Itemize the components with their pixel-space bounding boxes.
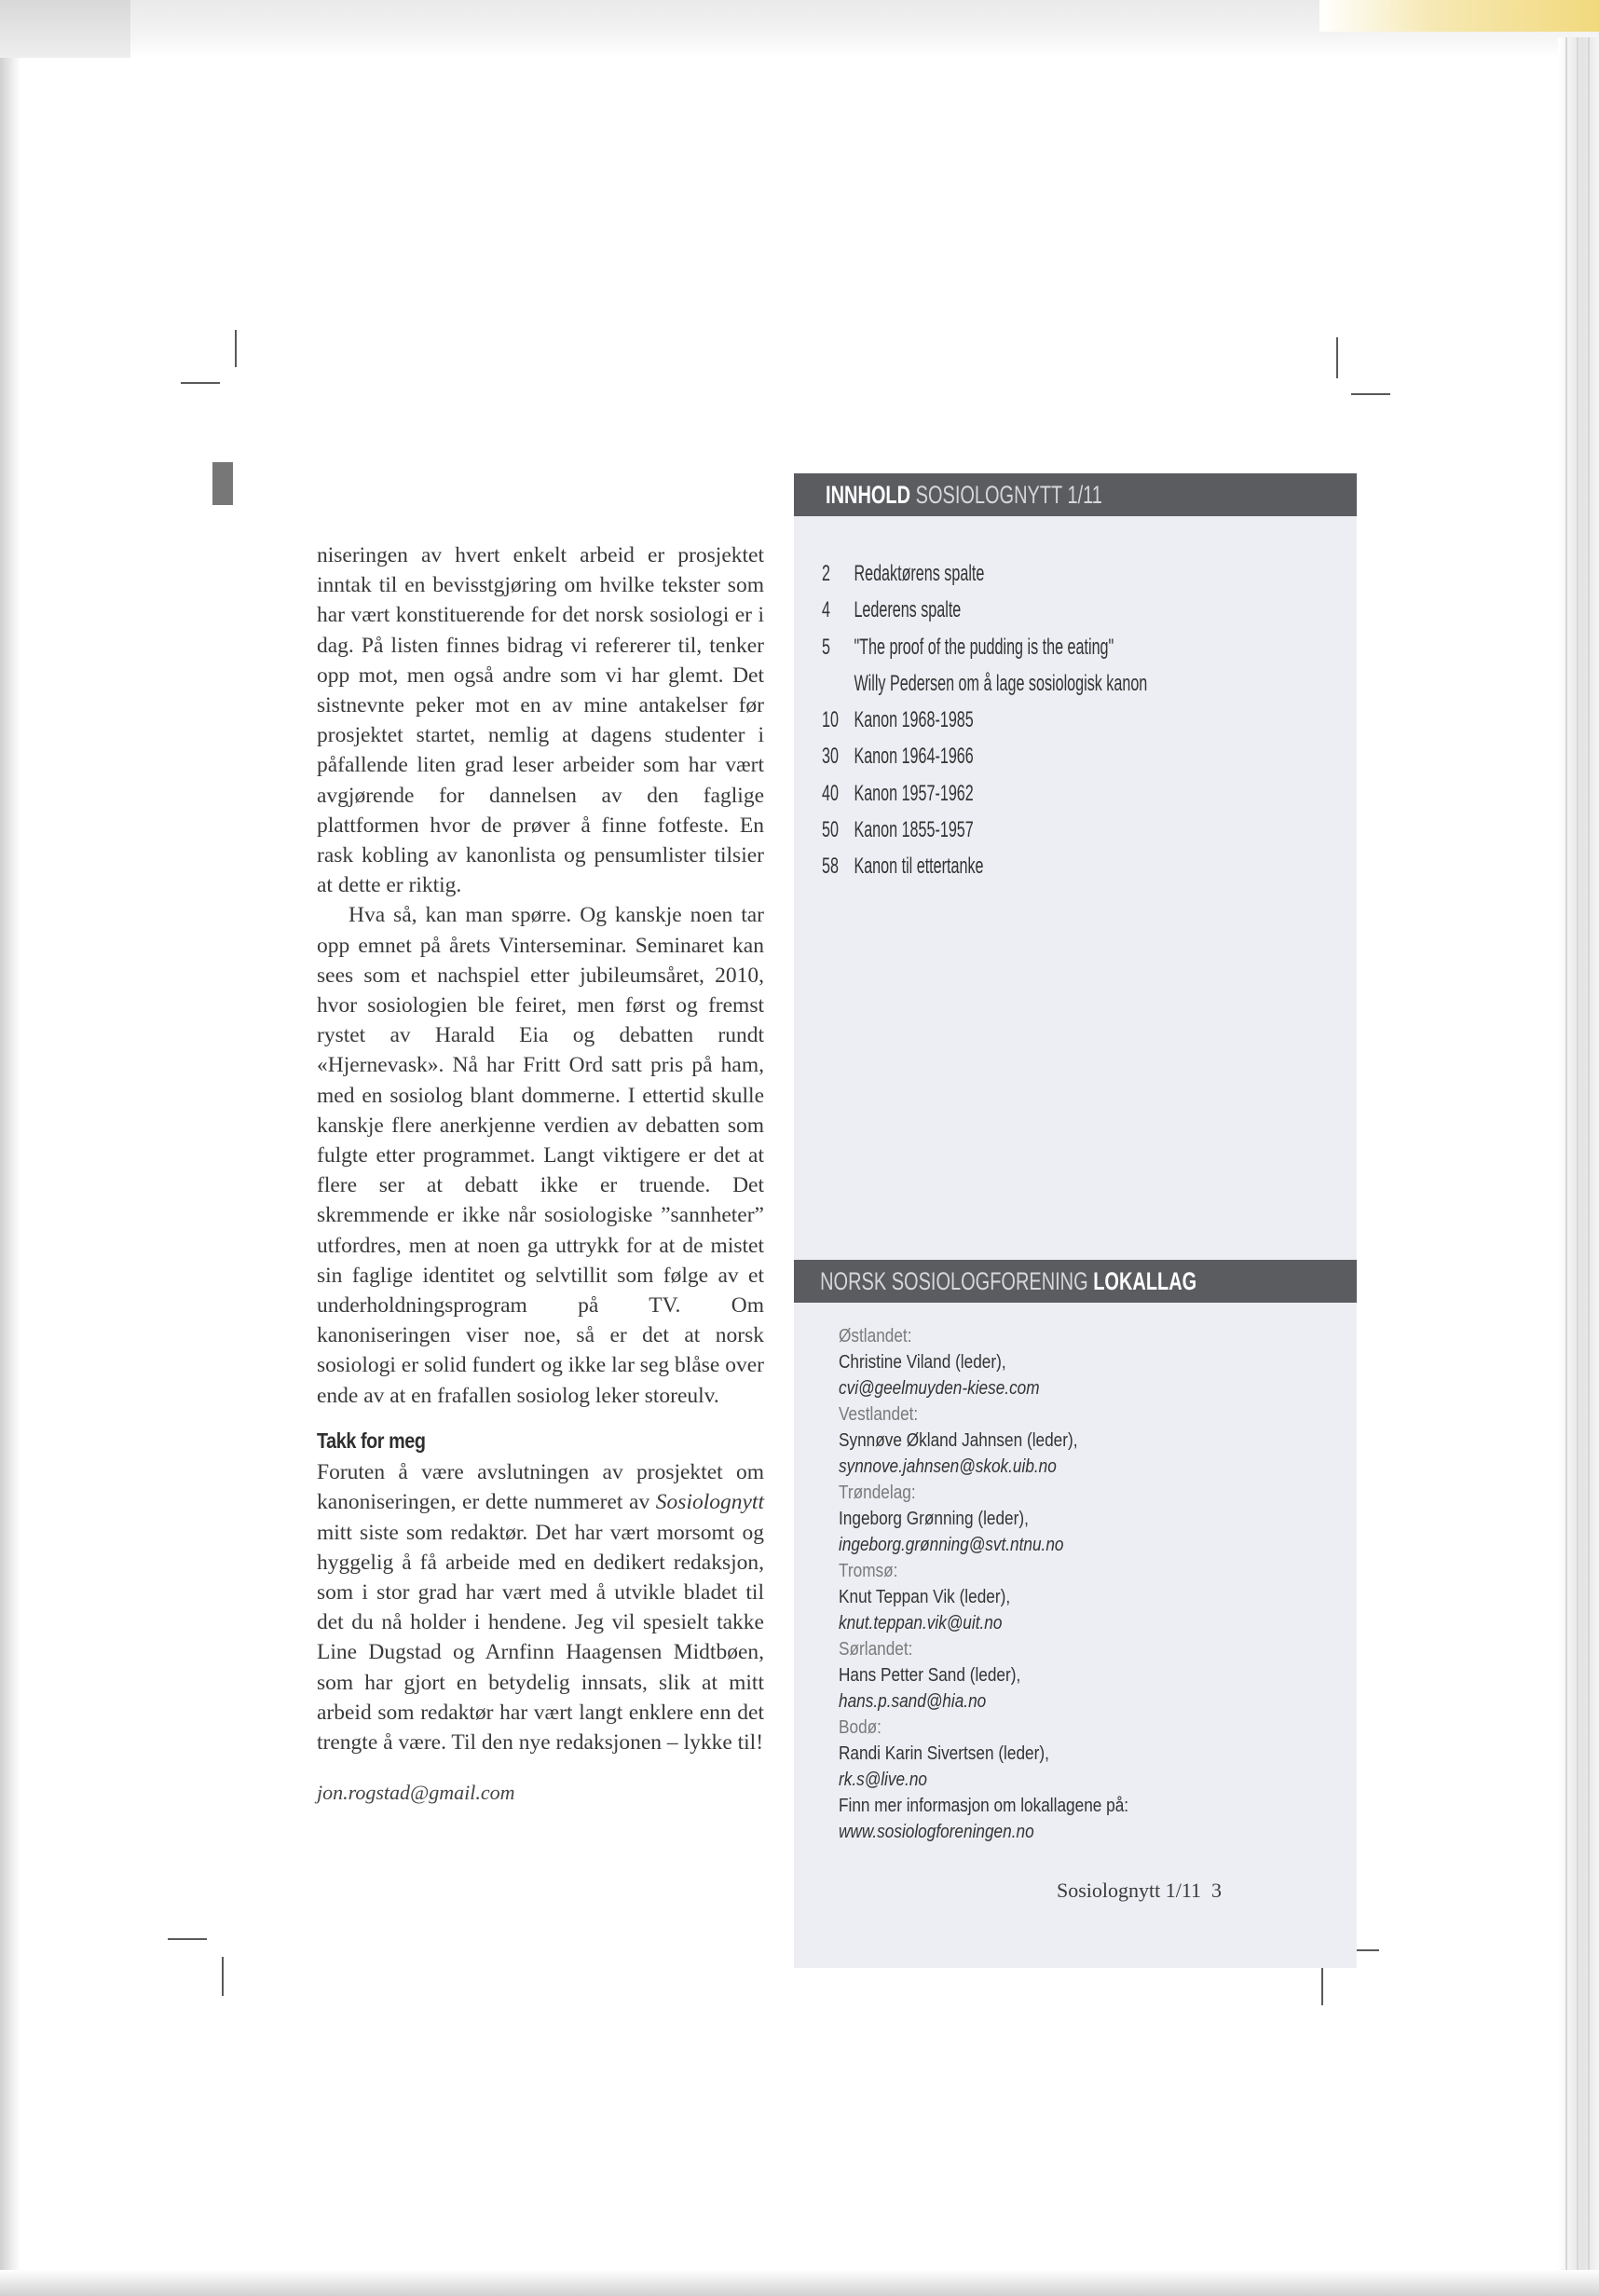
leader-email: knut.teppan.vik@uit.no	[839, 1612, 1003, 1633]
subheading: Takk for meg	[317, 1428, 426, 1453]
leader-email: synnove.jahnsen@skok.uib.no	[839, 1456, 1057, 1477]
toc-title: Willy Pedersen om å lage sosiologisk kanon	[854, 670, 1148, 696]
crop-mark	[168, 1938, 207, 1940]
toc-title: Lederens spalte	[854, 597, 962, 623]
page-edge-line	[1588, 37, 1590, 2296]
leader-email: ingeborg.grønning@svt.ntnu.no	[839, 1534, 1064, 1555]
lokallag-header-bold: LOKALLAG	[1093, 1267, 1197, 1295]
crop-mark	[1336, 337, 1338, 378]
paragraph: niseringen av hvert enkelt arbeid er prosjektet inntak til en bevisstgjøring om hvilke tekster som har vært konstituerende for det norsk sosiologi er i dag. På listen finnes bidrag vi refererer til, tenker opp mot, men også andre som vi har glemt. Det sistnevnte peker mot en av mine antakelser før prosjektet startet, nemlig at dagens studenter i påfallende liten grad leser arbeider som har vært avgjørende for dannelsen av den faglige plattformen hvor de prøver å finne fotfeste. En rask kobling av kanonlista og pensumlister tilsier at dette er riktig.	[317, 543, 764, 898]
scan-bottom-shadow	[0, 2270, 1599, 2296]
region-label: Trøndelag:	[839, 1482, 916, 1503]
toc-title: Redaktørens spalte	[854, 561, 985, 586]
toc-row	[822, 702, 1297, 738]
region-label: Tromsø:	[839, 1560, 898, 1581]
toc-page: 4	[822, 597, 830, 623]
toc-entry	[822, 555, 1013, 592]
page-stack-edge	[1558, 37, 1599, 2296]
toc-entry	[822, 738, 1000, 774]
toc-title: Kanon 1957-1962	[854, 780, 974, 806]
toc-page: 40	[822, 780, 839, 806]
table-of-contents	[822, 555, 1297, 885]
lokallag-header-light: NORSK SOSIOLOGFORENING	[820, 1267, 1088, 1295]
toc-page: 10	[822, 707, 839, 733]
toc-row	[822, 738, 1297, 774]
leader-name: Synnøve Økland Jahnsen (leder),	[839, 1429, 1078, 1451]
toc-entry	[822, 629, 1170, 665]
toc-entry	[822, 665, 1211, 702]
lokallag-header	[794, 1260, 1357, 1303]
crop-mark	[181, 382, 220, 384]
crop-mark	[235, 330, 237, 367]
scan-corner-stain	[1319, 0, 1599, 32]
toc-page: 2	[822, 561, 830, 586]
toc-entry	[822, 702, 1000, 738]
crop-mark	[1321, 1966, 1323, 2005]
website-link: www.sosiologforeningen.no	[839, 1821, 1034, 1842]
leader-email: hans.p.sand@hia.no	[839, 1690, 987, 1712]
contents-header-light: SOSIOLOGNYTT 1/11	[915, 481, 1102, 509]
scan-top-left-shade	[0, 0, 130, 58]
toc-row	[822, 555, 1297, 592]
toc-title: "The proof of the pudding is the eating"	[854, 634, 1114, 660]
region-label: Sørlandet:	[839, 1638, 913, 1660]
footer-page-number: 3	[1211, 1879, 1223, 1902]
region-label: Østlandet:	[839, 1325, 912, 1346]
section-marker	[212, 462, 233, 505]
toc-title: Kanon 1855-1957	[854, 817, 974, 843]
region-label: Vestlandet:	[839, 1403, 919, 1425]
toc-row	[822, 775, 1297, 812]
contents-header-bold: INNHOLD	[826, 481, 911, 509]
toc-entry	[822, 592, 984, 628]
toc-title: Kanon 1968-1985	[854, 707, 974, 733]
magazine-title: Sosiolognytt	[655, 1490, 764, 1515]
contents-header-text	[794, 473, 1102, 516]
toc-row	[822, 848, 1297, 884]
toc-page: 58	[822, 854, 839, 880]
crop-mark	[222, 1957, 224, 1996]
leader-name: Hans Petter Sand (leder),	[839, 1664, 1021, 1686]
sidebar-panel	[794, 473, 1357, 1968]
paragraph-text: mitt siste som redaktør. Det har vært morsomt og hyggelig å få arbeide med en dedikert redaksjon, som i stor grad har vært med å utvikle bladet til det du nå holder i hendene. Jeg vil spesielt takke Line Dugstad og Arnfinn Haagensen Midtbøen, som har gjort en betydelig innsats, slik at mitt arbeid som redaktør har vært langt enklere enn det trengte å være. Til den nye redaksjonen – lykke til!	[317, 1520, 764, 1755]
toc-title: Kanon 1964-1966	[854, 744, 974, 770]
footer-magazine: Sosiolognytt 1/11	[1057, 1879, 1202, 1902]
page-edge-line	[1565, 37, 1567, 2296]
paragraph: Hva så, kan man spørre. Og kanskje noen tar opp emnet på årets Vinterseminar. Seminaret kan sees som et nachspiel etter jubileumsåret, 2010, hvor sosiologien ble feiret, men først og fremst rystet av Harald Eia og debatten rundt «Hjernevask». Nå har Fritt Ord satt pris på ham, med en sosiolog blant dommerne. I ettertid skulle kanskje flere anerkjenne verdien av debatten som fulgte etter programmet. Langt viktigere er det at flere ser at debatt ikke er truende. Det skremmende er ikke når sosiologiske ”sannheter” utfordres, men at noen ga uttrykk for at de mistet sin faglige identitet og selvtillit som følge av et underholdningsprogram på TV. Om kanoniseringen viser noe, så er det at norsk sosiologi er solid fundert og ikke lar seg blåse over ende av at en frafallen sosiolog leker storeulv.	[317, 903, 764, 1408]
region-label: Bodø:	[839, 1716, 882, 1738]
toc-title: Kanon til ettertanke	[854, 854, 984, 880]
lokallag-list	[839, 1323, 1323, 1845]
toc-entry	[822, 848, 1012, 884]
toc-entry	[822, 812, 1000, 848]
toc-page: 30	[822, 744, 839, 770]
paragraph-text: Foruten å være avslutningen av prosjektet om kanoniseringen, er dette nummeret av	[317, 1460, 764, 1515]
page-footer	[1057, 1879, 1222, 1903]
leader-name: Randi Karin Sivertsen (leder),	[839, 1742, 1049, 1764]
leader-name: Christine Viland (leder),	[839, 1351, 1006, 1373]
leader-name: Ingeborg Grønning (leder),	[839, 1508, 1029, 1529]
author-email: jon.rogstad@gmail.com	[317, 1781, 515, 1805]
toc-row	[822, 812, 1297, 848]
leader-name: Knut Teppan Vik (leder),	[839, 1586, 1011, 1607]
crop-mark	[1351, 393, 1390, 395]
page-edge-line	[1577, 37, 1578, 2296]
toc-row	[822, 592, 1297, 628]
editorial-column	[317, 540, 764, 1808]
toc-page: 5	[822, 634, 830, 660]
toc-row	[822, 665, 1297, 702]
toc-entry	[822, 775, 1000, 812]
scan-left-shadow	[0, 0, 20, 2296]
lokallag-header-text	[794, 1260, 1196, 1303]
paragraph	[317, 1457, 764, 1757]
toc-row	[822, 629, 1297, 665]
leader-email: cvi@geelmuyden-kiese.com	[839, 1377, 1040, 1399]
contents-header	[794, 473, 1357, 516]
toc-page: 50	[822, 817, 839, 843]
more-info-text: Finn mer informasjon om lokallagene på:	[839, 1795, 1129, 1816]
leader-email: rk.s@live.no	[839, 1769, 927, 1790]
